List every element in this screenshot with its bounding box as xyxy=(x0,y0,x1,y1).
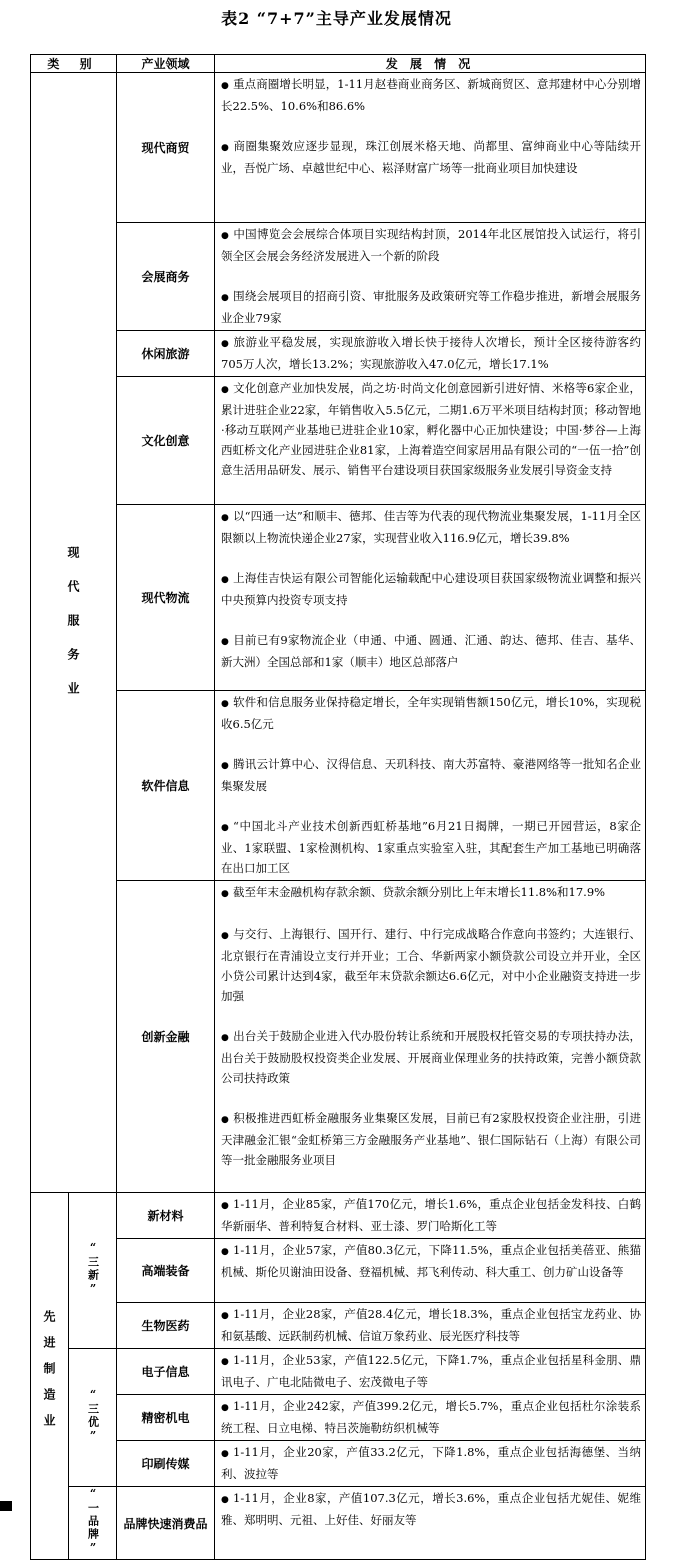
bullet-text: 围绕会展项目的招商引资、审批服务及政策研究等工作稳步推进，新增会展服务业企业79家 xyxy=(221,289,641,325)
bullet-text: 以“四通一达”和顺丰、德邦、佳吉等为代表的现代物流业集聚发展，1-11月全区限额以上物流快递企业27家，实现营业收入116.9亿元，增长39.8% xyxy=(221,509,641,545)
bullet-text: 1-11月，企业20家，产值33.2亿元，下降1.8%，重点企业包括海德堡、当纳利、波拉等 xyxy=(221,1445,641,1481)
bullet-icon: ● xyxy=(221,1311,229,1321)
bullet-text: “中国北斗产业技术创新西虹桥基地”6月21日揭牌，一期已开园营运，8家企业、1家联盟、1家检测机构、1家重点实验室入驻，其配套生产加工基地已明确落在出口加工区 xyxy=(221,819,641,875)
description-cell xyxy=(215,1193,646,1239)
field-cell: 软件信息 xyxy=(117,691,215,881)
bullet-icon: ● xyxy=(221,339,229,349)
field-cell: 电子信息 xyxy=(117,1349,215,1395)
bullet-text: 出台关于鼓励企业进入代办股份转让系统和开展股权托管交易的专项扶持办法，出台关于鼓励股权投资类企业发展、开展商业保理业务的扶持政策，完善小额贷款公司扶持政策 xyxy=(221,1029,641,1085)
bullet-item xyxy=(221,692,641,734)
table-row xyxy=(31,1193,646,1239)
bullet-icon: ● xyxy=(221,575,229,585)
bullet-item xyxy=(221,1240,641,1282)
bullet-item xyxy=(221,1108,641,1170)
table-row xyxy=(31,331,646,377)
bullet-item xyxy=(221,1350,641,1392)
bullet-text: 上海佳吉快运有限公司智能化运输载配中心建设项目获国家级物流业调整和振兴中央预算内投资专项支持 xyxy=(221,571,641,607)
description-cell xyxy=(215,505,646,691)
field-cell: 新材料 xyxy=(117,1193,215,1239)
bullet-item xyxy=(221,136,641,178)
description-cell xyxy=(215,73,646,223)
bullet-item xyxy=(221,882,641,904)
page-edge-mark xyxy=(0,1501,12,1511)
bullet-icon: ● xyxy=(221,823,229,833)
bullet-item xyxy=(221,630,641,672)
bullet-text: 1-11月，企业57家，产值80.3亿元，下降11.5%，重点企业包括美蓓亚、熊猫机械、斯伦贝谢油田设备、登福机械、邦飞利传动、科大重工、创力矿山设备等 xyxy=(221,1243,641,1279)
bullet-icon: ● xyxy=(221,81,229,91)
description-cell xyxy=(215,881,646,1193)
subgroup-label: “三优” xyxy=(86,1388,100,1444)
bullet-icon: ● xyxy=(221,1449,229,1459)
bullet-item xyxy=(221,1304,641,1346)
bullet-text: 1-11月，企业53家，产值122.5亿元，下降1.7%，重点企业包括星科金朋、鼎讯电子、广电北陆微电子、宏茂微电子等 xyxy=(221,1353,641,1389)
field-cell: 精密机电 xyxy=(117,1395,215,1441)
field-cell: 现代商贸 xyxy=(117,73,215,223)
table-row xyxy=(31,1239,646,1303)
bullet-icon: ● xyxy=(221,637,229,647)
bullet-item xyxy=(221,1396,641,1438)
description-cell xyxy=(215,1239,646,1303)
bullet-item xyxy=(221,1026,641,1088)
table-title: 表2 “7+7”主导产业发展情况 xyxy=(221,9,452,28)
bullet-text: 软件和信息服务业保持稳定增长，全年实现销售额150亿元，增长10%，实现税收6.5亿元 xyxy=(221,695,641,731)
field-cell: 高端装备 xyxy=(117,1239,215,1303)
bullet-icon: ● xyxy=(221,1247,229,1257)
bullet-icon: ● xyxy=(221,699,229,709)
bullet-text: 腾讯云计算中心、汉得信息、天玑科技、南大苏富特、豪港网络等一批知名企业集聚发展 xyxy=(221,757,641,793)
bullet-icon: ● xyxy=(221,1357,229,1367)
field-cell: 创新金融 xyxy=(117,881,215,1193)
bullet-icon: ● xyxy=(221,231,229,241)
field-cell: 品牌快速消费品 xyxy=(117,1487,215,1560)
description-cell xyxy=(215,1487,646,1560)
bullet-icon: ● xyxy=(221,385,229,395)
bullet-icon: ● xyxy=(221,1033,229,1043)
bullet-item xyxy=(221,332,641,374)
field-cell: 文化创意 xyxy=(117,377,215,505)
bullet-text: 与交行、上海银行、国开行、建行、中行完成战略合作意向书签约；大连银行、北京银行在青浦设立支行并开业；工合、华新两家小额贷款公司设立并开业，全区小贷公司累计达到4家，截至年末贷款余额达6.6亿元，对中小企业融资支持进一步加强 xyxy=(221,927,641,1003)
bullet-item xyxy=(221,506,641,548)
header-field: 产业领域 xyxy=(117,55,215,73)
table-row xyxy=(31,73,646,223)
bullet-icon: ● xyxy=(221,1495,229,1505)
bullet-text: 文化创意产业加快发展，尚之坊·时尚文化创意园新引进好情、米格等6家企业，累计进驻企业22家，年销售收入5.5亿元，二期1.6万平米项目结构封顶；移动智地·移动互联网产业基地已进驻企业10家，孵化器中心正加快建设；中国·梦谷—上海西虹桥文化产业园进驻企业81家，上海着造空间家居用品有限公司的“一伍一拾”创意生活用品研发、展示、销售平台建设项目获国家级服务业发展引导资金支持 xyxy=(221,381,641,477)
bullet-item xyxy=(221,378,641,480)
bullet-text: 旅游业平稳发展，实现旅游收入增长快于接待人次增长，预计全区接待游客约705万人次，增长13.2%；实现旅游收入47.0亿元，增长17.1% xyxy=(221,335,641,371)
table-row xyxy=(31,1349,646,1395)
field-cell: 休闲旅游 xyxy=(117,331,215,377)
table-row xyxy=(31,1487,646,1560)
bullet-text: 重点商圈增长明显，1-11月赵巷商业商务区、新城商贸区、意邦建材中心分别增长22.5%、10.6%和86.6% xyxy=(221,77,641,113)
subgroup-three-excellent xyxy=(69,1349,117,1487)
bullet-icon: ● xyxy=(221,931,229,941)
bullet-item xyxy=(221,924,641,1006)
table-row xyxy=(31,377,646,505)
bullet-item xyxy=(221,568,641,610)
description-cell xyxy=(215,331,646,377)
bullet-text: 1-11月，企业242家，产值399.2亿元，增长5.7%，重点企业包括杜尔涂装系统工程、日立电梯、特吕茨施勒纺织机械等 xyxy=(221,1399,641,1435)
bullet-text: 目前已有9家物流企业（申通、中通、圆通、汇通、韵达、德邦、佳吉、基华、新大洲）全国总部和1家（顺丰）地区总部落户 xyxy=(221,633,641,669)
group-modern-services xyxy=(31,73,117,1193)
table-row xyxy=(31,1395,646,1441)
group-label: 先进制造业 xyxy=(42,1309,56,1440)
bullet-icon: ● xyxy=(221,1115,229,1125)
bullet-text: 截至年末金融机构存款余额、贷款余额分别比上年末增长11.8%和17.9% xyxy=(233,885,606,899)
description-cell xyxy=(215,1303,646,1349)
bullet-text: 商圈集聚效应逐步显现，珠江创展米格天地、尚都里、富绅商业中心等陆续开业，吾悦广场、卓越世纪中心、崧泽财富广场等一批商业项目加快建设 xyxy=(221,139,641,175)
description-cell xyxy=(215,1441,646,1487)
industry-table xyxy=(30,54,646,1560)
field-cell: 现代物流 xyxy=(117,505,215,691)
bullet-text: 中国博览会会展综合体项目实现结构封顶，2014年北区展馆投入试运行，将引领全区会展会务经济发展进入一个新的阶段 xyxy=(221,227,641,263)
bullet-item xyxy=(221,816,641,878)
description-cell xyxy=(215,691,646,881)
bullet-icon: ● xyxy=(221,513,229,523)
bullet-icon: ● xyxy=(221,1403,229,1413)
table-row xyxy=(31,1441,646,1487)
header-category: 类 别 xyxy=(31,55,117,73)
subgroup-label: “三新” xyxy=(86,1241,100,1297)
description-cell xyxy=(215,1395,646,1441)
bullet-icon: ● xyxy=(221,889,229,899)
bullet-icon: ● xyxy=(221,143,229,153)
table-row xyxy=(31,691,646,881)
bullet-item xyxy=(221,286,641,328)
bullet-item xyxy=(221,1488,641,1530)
header-row xyxy=(31,55,646,73)
bullet-item xyxy=(221,1194,641,1236)
bullet-icon: ● xyxy=(221,761,229,771)
table-row xyxy=(31,223,646,331)
bullet-item xyxy=(221,224,641,266)
group-label: 现代服务业 xyxy=(66,546,80,716)
bullet-text: 1-11月，企业8家，产值107.3亿元，增长3.6%，重点企业包括尤妮佳、妮维雅、郑明明、元祖、上好佳、好丽友等 xyxy=(221,1491,641,1527)
bullet-item xyxy=(221,754,641,796)
bullet-text: 积极推进西虹桥金融服务业集聚区发展，目前已有2家股权投资企业注册，引进天津融金汇银“金虹桥第三方金融服务产业基地”、银仁国际钻石（上海）有限公司等一批金融服务业项目 xyxy=(221,1111,641,1167)
subgroup-three-new xyxy=(69,1193,117,1349)
description-cell xyxy=(215,377,646,505)
bullet-item xyxy=(221,74,641,116)
subgroup-label: “一品牌” xyxy=(86,1487,100,1556)
bullet-text: 1-11月，企业85家，产值170亿元，增长1.6%，重点企业包括金发科技、白鹤华新丽华、普利特复合材料、亚士漆、罗门哈斯化工等 xyxy=(221,1197,641,1233)
field-cell: 印刷传媒 xyxy=(117,1441,215,1487)
field-cell: 生物医药 xyxy=(117,1303,215,1349)
table-row xyxy=(31,505,646,691)
description-cell xyxy=(215,223,646,331)
table-row xyxy=(31,1303,646,1349)
bullet-text: 1-11月，企业28家，产值28.4亿元，增长18.3%，重点企业包括宝龙药业、协和氨基酸、远跃制药机械、信谊万象药业、辰光医疗科技等 xyxy=(221,1307,641,1343)
group-advanced-manufacturing xyxy=(31,1193,69,1560)
bullet-icon: ● xyxy=(221,1201,229,1211)
field-cell: 会展商务 xyxy=(117,223,215,331)
bullet-item xyxy=(221,1442,641,1484)
table-row xyxy=(31,881,646,1193)
description-cell xyxy=(215,1349,646,1395)
bullet-icon: ● xyxy=(221,293,229,303)
header-description: 发 展 情 况 xyxy=(215,55,646,73)
subgroup-one-brand xyxy=(69,1487,117,1560)
